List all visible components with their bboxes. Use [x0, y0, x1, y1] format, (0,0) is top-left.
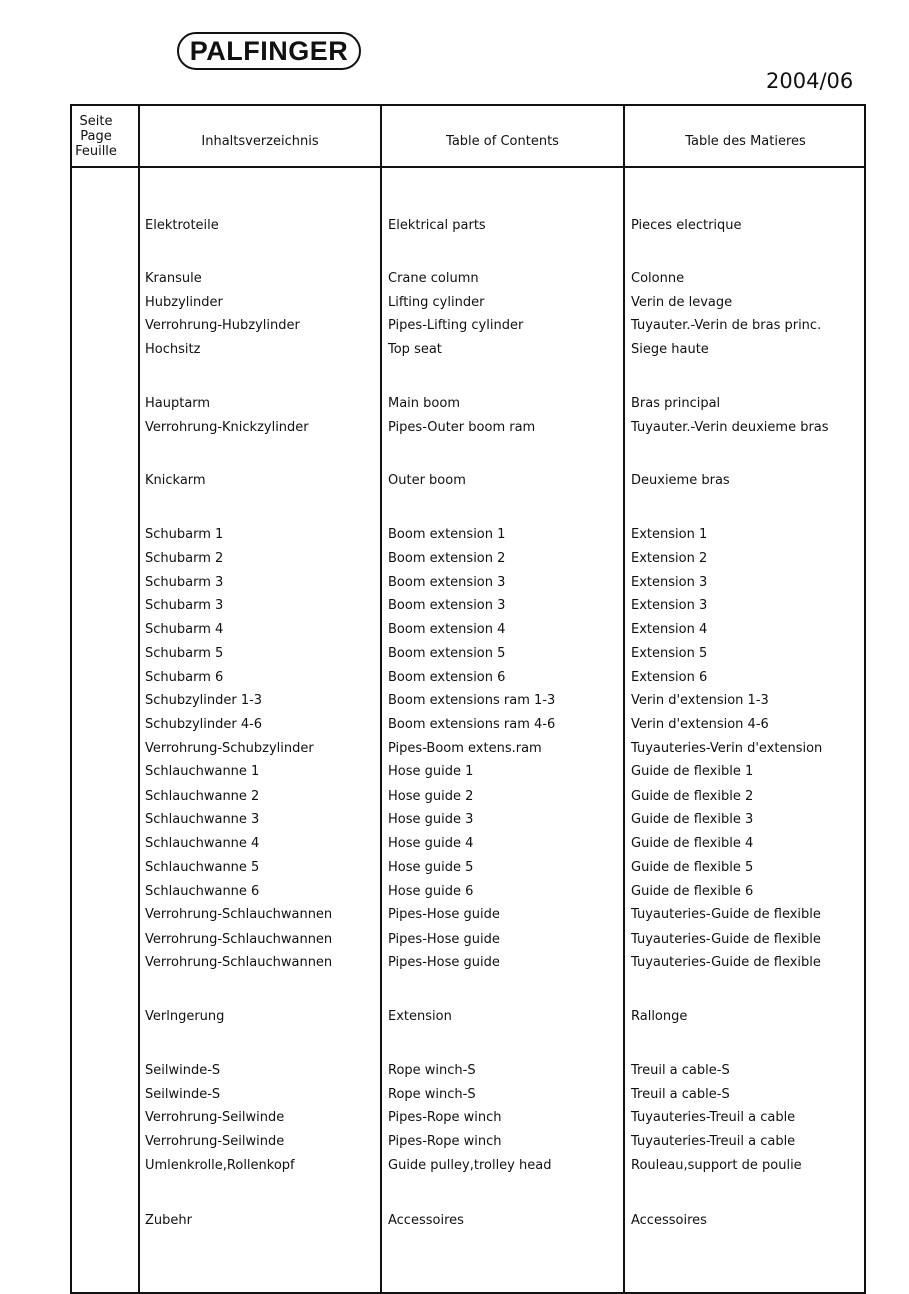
cell-english: Pipes-Rope winch	[388, 1134, 502, 1149]
cell-french: Guide de flexible 6	[631, 884, 754, 899]
cell-french: Bras principal	[631, 396, 721, 411]
contents-table	[70, 104, 866, 1294]
cell-french: Extension 5	[631, 646, 708, 661]
header-german: Inhaltsverzeichnis	[201, 134, 319, 149]
cell-french: Siege haute	[631, 342, 709, 357]
table-row	[72, 342, 864, 362]
table-row	[72, 1009, 864, 1029]
cell-english: Main boom	[388, 396, 460, 411]
cell-french: Guide de flexible 4	[631, 836, 754, 851]
cell-english: Guide pulley,trolley head	[388, 1158, 552, 1173]
cell-german: Verlngerung	[145, 1009, 225, 1024]
cell-english: Boom extensions ram 1-3	[388, 693, 556, 708]
cell-english: Extension	[388, 1009, 452, 1024]
header-page	[72, 114, 120, 159]
table-row	[72, 1158, 864, 1178]
cell-english: Boom extension 3	[388, 598, 506, 613]
table-row	[72, 473, 864, 493]
cell-german: Schubarm 5	[145, 646, 224, 661]
table-row	[72, 860, 864, 880]
cell-german: Elektroteile	[145, 218, 219, 233]
table-row	[72, 396, 864, 416]
cell-french: Tuyauteries-Guide de flexible	[631, 907, 821, 922]
header-divider	[72, 166, 864, 168]
cell-english: Pipes-Hose guide	[388, 955, 500, 970]
cell-english: Hose guide 4	[388, 836, 474, 851]
cell-french: Tuyauteries-Verin d'extension	[631, 741, 823, 756]
cell-french: Deuxieme bras	[631, 473, 730, 488]
cell-english: Hose guide 1	[388, 764, 474, 779]
table-row	[72, 527, 864, 547]
cell-german: Schlauchwanne 3	[145, 812, 260, 827]
cell-german: Schubarm 4	[145, 622, 224, 637]
cell-german: Verrohrung-Seilwinde	[145, 1110, 285, 1125]
cell-french: Pieces electrique	[631, 218, 742, 233]
cell-german: Hubzylinder	[145, 295, 223, 310]
cell-french: Extension 1	[631, 527, 708, 542]
cell-english: Pipes-Boom extens.ram	[388, 741, 542, 756]
cell-french: Accessoires	[631, 1213, 707, 1228]
cell-english: Hose guide 2	[388, 789, 474, 804]
cell-german: Kransule	[145, 271, 202, 286]
cell-french: Tuyauteries-Guide de flexible	[631, 932, 821, 947]
cell-french: Tuyauteries-Treuil a cable	[631, 1134, 796, 1149]
table-row	[72, 1134, 864, 1154]
cell-english: Boom extension 3	[388, 575, 506, 590]
cell-english: Boom extension 5	[388, 646, 506, 661]
cell-german: Hochsitz	[145, 342, 201, 357]
cell-french: Verin de levage	[631, 295, 733, 310]
cell-french: Extension 6	[631, 670, 708, 685]
table-row	[72, 764, 864, 784]
cell-english: Pipes-Rope winch	[388, 1110, 502, 1125]
cell-german: Schubzylinder 1-3	[145, 693, 263, 708]
cell-german: Verrohrung-Hubzylinder	[145, 318, 300, 333]
cell-english: Hose guide 5	[388, 860, 474, 875]
table-row	[72, 218, 864, 238]
cell-english: Outer boom	[388, 473, 466, 488]
cell-french: Guide de flexible 2	[631, 789, 754, 804]
table-row	[72, 932, 864, 952]
cell-german: Verrohrung-Schubzylinder	[145, 741, 314, 756]
cell-german: Schlauchwanne 4	[145, 836, 260, 851]
cell-german: Seilwinde-S	[145, 1063, 221, 1078]
cell-german: Knickarm	[145, 473, 206, 488]
table-row	[72, 884, 864, 904]
cell-german: Schubzylinder 4-6	[145, 717, 263, 732]
table-row	[72, 693, 864, 713]
cell-german: Seilwinde-S	[145, 1087, 221, 1102]
cell-french: Colonne	[631, 271, 685, 286]
cell-german: Schubarm 3	[145, 575, 224, 590]
table-row	[72, 551, 864, 571]
cell-english: Top seat	[388, 342, 442, 357]
cell-french: Rallonge	[631, 1009, 688, 1024]
cell-german: Schubarm 6	[145, 670, 224, 685]
cell-french: Extension 2	[631, 551, 708, 566]
cell-french: Extension 3	[631, 575, 708, 590]
cell-english: Hose guide 6	[388, 884, 474, 899]
cell-german: Verrohrung-Schlauchwannen	[145, 907, 333, 922]
header-french: Table des Matieres	[685, 134, 806, 149]
cell-english: Rope winch-S	[388, 1087, 476, 1102]
cell-german: Verrohrung-Schlauchwannen	[145, 955, 333, 970]
table-row	[72, 420, 864, 440]
cell-french: Tuyauteries-Guide de flexible	[631, 955, 821, 970]
table-row	[72, 741, 864, 761]
cell-french: Treuil a cable-S	[631, 1063, 730, 1078]
table-row	[72, 622, 864, 642]
table-row	[72, 646, 864, 666]
cell-german: Schlauchwanne 1	[145, 764, 260, 779]
cell-german: Hauptarm	[145, 396, 211, 411]
table-row	[72, 670, 864, 690]
cell-english: Boom extension 4	[388, 622, 506, 637]
cell-german: Schubarm 1	[145, 527, 224, 542]
cell-english: Boom extension 1	[388, 527, 506, 542]
table-row	[72, 836, 864, 856]
cell-english: Rope winch-S	[388, 1063, 476, 1078]
cell-french: Tuyauter.-Verin deuxieme bras	[631, 420, 829, 435]
cell-french: Tuyauter.-Verin de bras princ.	[631, 318, 822, 333]
cell-french: Guide de flexible 1	[631, 764, 754, 779]
table-row	[72, 812, 864, 832]
cell-english: Accessoires	[388, 1213, 464, 1228]
cell-german: Schubarm 2	[145, 551, 224, 566]
header-page-line: Feuille	[75, 144, 117, 159]
cell-german: Verrohrung-Knickzylinder	[145, 420, 309, 435]
table-row	[72, 1087, 864, 1107]
table-row	[72, 318, 864, 338]
cell-german: Verrohrung-Seilwinde	[145, 1134, 285, 1149]
cell-french: Verin d'extension 1-3	[631, 693, 769, 708]
cell-german: Zubehr	[145, 1213, 192, 1228]
header-english: Table of Contents	[446, 134, 559, 149]
cell-french: Extension 4	[631, 622, 708, 637]
cell-french: Treuil a cable-S	[631, 1087, 730, 1102]
cell-english: Hose guide 3	[388, 812, 474, 827]
table-row	[72, 789, 864, 809]
table-row	[72, 1110, 864, 1130]
cell-german: Schubarm 3	[145, 598, 224, 613]
cell-english: Boom extensions ram 4-6	[388, 717, 556, 732]
cell-french: Extension 3	[631, 598, 708, 613]
table-row	[72, 575, 864, 595]
cell-english: Pipes-Hose guide	[388, 907, 500, 922]
table-row	[72, 955, 864, 975]
cell-english: Boom extension 2	[388, 551, 506, 566]
cell-english: Crane column	[388, 271, 479, 286]
header-page-line: Seite	[79, 114, 113, 129]
table-row	[72, 1063, 864, 1083]
cell-english: Pipes-Hose guide	[388, 932, 500, 947]
cell-french: Guide de flexible 5	[631, 860, 754, 875]
table-row	[72, 271, 864, 291]
table-row	[72, 907, 864, 927]
cell-english: Pipes-Outer boom ram	[388, 420, 536, 435]
header-page-line: Page	[80, 129, 112, 144]
cell-english: Elektrical parts	[388, 218, 486, 233]
cell-french: Guide de flexible 3	[631, 812, 754, 827]
cell-english: Boom extension 6	[388, 670, 506, 685]
cell-english: Pipes-Lifting cylinder	[388, 318, 524, 333]
palfinger-logo: PALFINGER	[177, 32, 361, 70]
table-row	[72, 598, 864, 618]
cell-german: Schlauchwanne 5	[145, 860, 260, 875]
table-row	[72, 295, 864, 315]
cell-french: Rouleau,support de poulie	[631, 1158, 802, 1173]
table-row	[72, 717, 864, 737]
cell-english: Lifting cylinder	[388, 295, 485, 310]
cell-german: Schlauchwanne 2	[145, 789, 260, 804]
table-row	[72, 1213, 864, 1233]
document-date: 2004/06	[766, 69, 854, 93]
cell-german: Verrohrung-Schlauchwannen	[145, 932, 333, 947]
cell-french: Tuyauteries-Treuil a cable	[631, 1110, 796, 1125]
cell-french: Verin d'extension 4-6	[631, 717, 769, 732]
cell-german: Schlauchwanne 6	[145, 884, 260, 899]
cell-german: Umlenkrolle,Rollenkopf	[145, 1158, 295, 1173]
